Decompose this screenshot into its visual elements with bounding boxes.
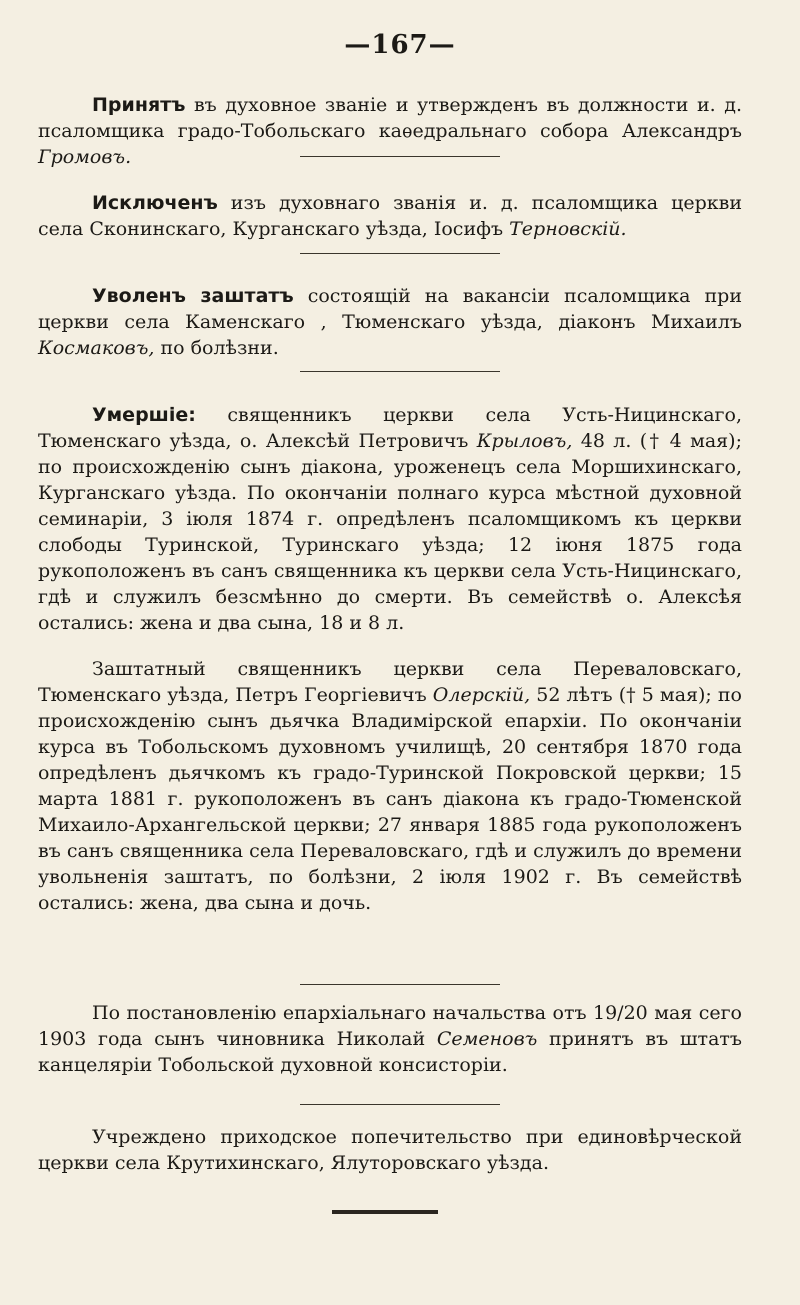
entry-deceased-1	[38, 402, 742, 636]
entry-text: священникъ церкви села Усть-Ницинскаго, Тюменскаго уѣзда, о. Алексѣй Петровичъ	[38, 404, 742, 452]
entry-accepted	[38, 92, 742, 170]
entry-deceased-2	[38, 656, 742, 916]
divider	[300, 156, 500, 157]
entry-text: изъ духовнаго званія и. д. псаломщика церкви села Сконинскаго, Курганскаго уѣзда, Іосифъ	[38, 192, 742, 240]
entry-text: въ духовное званіе и утвержденъ въ должности и. д. псаломщика градо-Тобольскаго каѳедральнаго собора Александръ	[38, 94, 742, 142]
person-name: Олерскій,	[432, 684, 531, 706]
divider	[300, 1104, 500, 1105]
entry-text: принятъ въ штатъ канцеляріи Тобольской духовной консисторіи.	[38, 1028, 742, 1076]
entry-lead: Исключенъ	[92, 192, 218, 214]
entry-lead: Уволенъ заштатъ	[92, 285, 294, 307]
entry-text: По постановленію епархіальнаго начальства отъ 19/20 мая сего 1903 года сынъ чиновника Николай	[38, 1002, 742, 1050]
entry-trusteeship	[38, 1124, 742, 1176]
entry-text: 52 лѣтъ († 5 мая); по происхожденію сынъ дьячка Владимірской епархіи. По окончаніи курса въ Тобольскомъ духовномъ училищѣ, 20 сентября 1870 года опредѣленъ дьячкомъ къ градо-Туринской Покровской церкви; 15 марта 1881 г. рукоположенъ въ санъ діакона къ градо-Тюменской Михаило-Архангельской церкви; 27 января 1885 года рукоположенъ въ санъ священника села Переваловскаго, гдѣ и служилъ до времени увольненія заштатъ, по болѣзни, 2 іюля 1902 г. Въ семействѣ остались: жена, два сына и дочь.	[38, 684, 742, 914]
entry-tail: по болѣзни.	[154, 337, 279, 359]
entry-lead: Принятъ	[92, 94, 186, 116]
entry-chancery	[38, 1000, 742, 1078]
divider	[300, 371, 500, 372]
entry-text: 48 л. († 4 мая); по происхожденію сынъ діакона, уроженецъ села Моршихинскаго, Курганскаго уѣзда. По окончаніи полнаго курса мѣстной духовной семинаріи, 3 іюля 1874 г. опредѣленъ псаломщикомъ къ церкви слободы Туринской, Туринскаго уѣзда; 12 іюня 1875 года рукоположенъ въ санъ священника къ церкви села Усть-Ницинскаго, гдѣ и служилъ безсмѣнно до смерти. Въ семействѣ о. Алексѣя остались: жена и два сына, 18 и 8 л.	[38, 430, 742, 634]
entry-text: состоящій на вакансіи псаломщика при церкви села Каменскаго , Тюменскаго уѣзда, діаконъ Михаилъ	[38, 285, 742, 333]
entry-retired	[38, 283, 742, 361]
divider	[300, 253, 500, 254]
entry-text: Заштатный священникъ церкви села Переваловскаго, Тюменскаго уѣзда, Петръ Георгіевичъ	[38, 658, 742, 706]
page-number: —167—	[344, 30, 456, 60]
closing-rule	[332, 1210, 438, 1214]
entry-lead: Умершіе:	[92, 404, 196, 426]
person-name: Громовъ.	[38, 146, 132, 168]
divider	[300, 984, 500, 985]
person-name: Семеновъ	[436, 1028, 538, 1050]
person-name: Космаковъ,	[38, 337, 155, 359]
entry-text: Учреждено приходское попечительство при единовѣрческой церкви села Крутихинскаго, Ялуторовскаго уѣзда.	[38, 1126, 742, 1174]
entry-excluded	[38, 190, 742, 242]
person-name: Крыловъ,	[476, 430, 573, 452]
person-name: Терновскій.	[509, 218, 627, 240]
